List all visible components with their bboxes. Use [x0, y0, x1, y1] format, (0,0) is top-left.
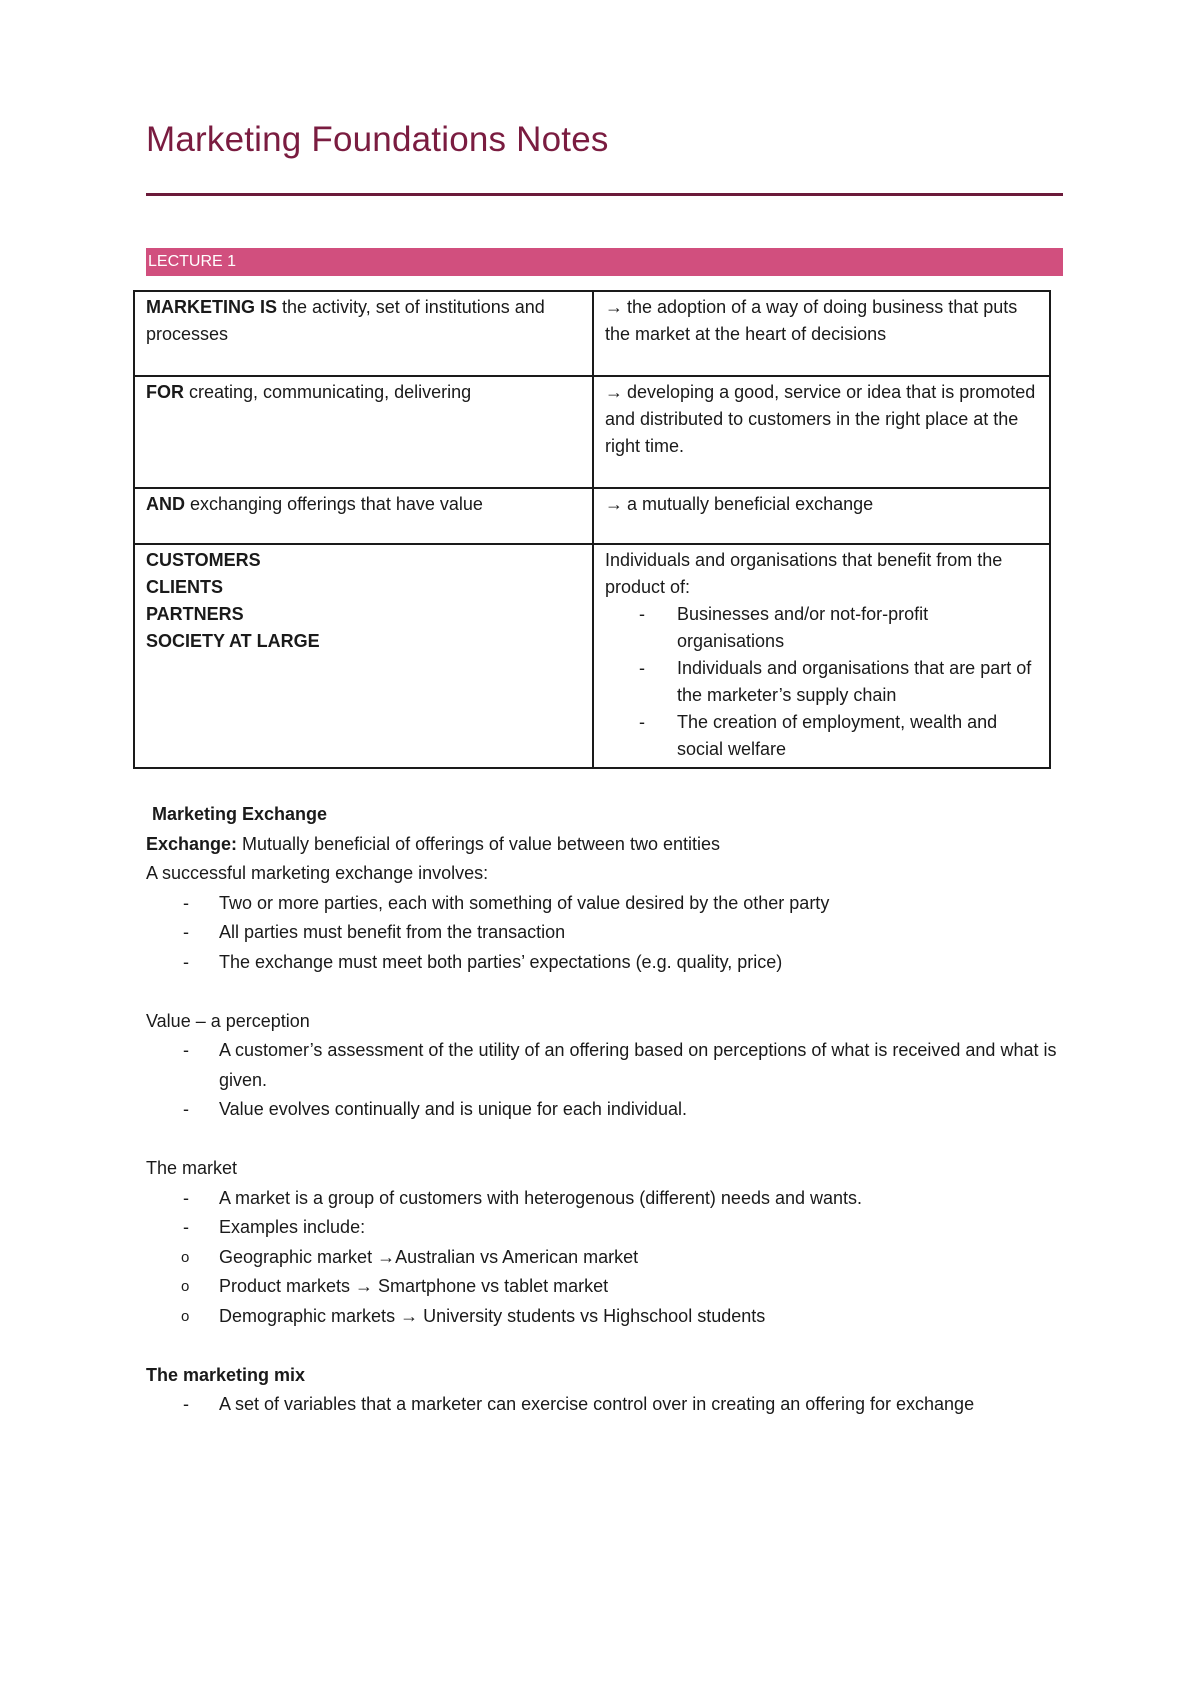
cell-text: creating, communicating, delivering [184, 382, 472, 402]
document-title: Marketing Foundations Notes [146, 120, 609, 159]
cell-text: the adoption of a way of doing business that puts the market at the heart of decisions [605, 297, 1018, 344]
stakeholder-label: CUSTOMERS [146, 550, 261, 570]
marketing-definition-table [133, 290, 1051, 769]
cell-text: Individuals and organisations that benefit from the product of: [605, 550, 1003, 597]
list-item [146, 1272, 1066, 1302]
list-item: - All parties must benefit from the transaction [146, 918, 1066, 948]
list-item: - A customer’s assessment of the utility of an offering based on perceptions of what is received and what is given. [146, 1036, 1066, 1095]
market-list [146, 1184, 1066, 1243]
cell-term: MARKETING IS [146, 297, 278, 317]
table-cell [134, 544, 593, 768]
cell-text: the activity, set of institutions and processes [146, 297, 545, 344]
table-cell [593, 544, 1050, 768]
example-text: University students vs Highschool students [418, 1305, 766, 1326]
arrow-icon: → [355, 1276, 374, 1296]
list-item: - A market is a group of customers with heterogenous (different) needs and wants. [146, 1184, 1066, 1214]
table-cell [593, 376, 1050, 488]
table-row [134, 291, 1050, 376]
example-label: Geographic market [219, 1246, 378, 1267]
spacer [146, 977, 1066, 1007]
exchange-list [146, 889, 1066, 978]
list-item: - The exchange must meet both parties’ expectations (e.g. quality, price) [146, 948, 1066, 978]
table-row [134, 544, 1050, 768]
list-item: - The creation of employment, wealth and social welfare [629, 709, 1039, 763]
section-heading: The market [146, 1158, 238, 1178]
list-item [146, 1243, 1066, 1273]
table-row [134, 488, 1050, 544]
arrow-icon: → [605, 297, 623, 317]
cell-term: AND [146, 494, 185, 514]
example-text: Smartphone vs tablet market [373, 1276, 609, 1296]
definition-text: Mutually beneficial of offerings of value between two entities [237, 833, 720, 854]
cell-text: developing a good, service or idea that is promoted and distributed to customers in the right place at the right time. [605, 382, 1036, 456]
cell-text: a mutually beneficial exchange [627, 494, 874, 514]
lecture-notes [146, 800, 1066, 1420]
arrow-icon: → [605, 494, 623, 514]
lecture-heading: LECTURE 1 [146, 248, 1063, 276]
stakeholder-label: SOCIETY AT LARGE [146, 631, 320, 651]
title-divider [146, 193, 1063, 196]
table-cell [134, 376, 593, 488]
stakeholder-label: PARTNERS [146, 604, 244, 624]
table-cell [593, 291, 1050, 376]
arrow-icon: → [400, 1305, 419, 1326]
stakeholder-label: CLIENTS [146, 577, 224, 597]
section-heading: Value – a perception [146, 1010, 310, 1031]
section-heading: Marketing Exchange [152, 804, 328, 824]
list-item: - Examples include: [146, 1213, 1066, 1243]
list-item: - Two or more parties, each with something of value desired by the other party [146, 889, 1066, 919]
list-item [146, 1302, 1066, 1332]
list-item: - Individuals and organisations that are part of the marketer’s supply chain [629, 655, 1039, 709]
definition-line [146, 830, 1066, 860]
value-list [146, 1036, 1066, 1125]
table-cell [593, 488, 1050, 544]
definition-term: Exchange: [146, 833, 238, 854]
section-heading: The marketing mix [146, 1364, 306, 1385]
table-row [134, 376, 1050, 488]
beneficiary-list [605, 601, 1039, 763]
table-cell [134, 291, 593, 376]
example-label: Demographic markets [219, 1305, 401, 1326]
table-cell [134, 488, 593, 544]
arrow-icon: → [377, 1246, 396, 1267]
market-examples-list [146, 1243, 1066, 1332]
list-item: - Businesses and/or not-for-profit organisations [629, 601, 1039, 655]
example-label: Product markets [219, 1276, 356, 1296]
list-intro: A successful marketing exchange involves: [146, 863, 489, 883]
mix-list [146, 1390, 1066, 1420]
arrow-icon: → [605, 382, 623, 402]
cell-term: FOR [146, 382, 184, 402]
list-item: - A set of variables that a marketer can exercise control over in creating an offering for exchange [146, 1390, 1066, 1420]
list-item: - Value evolves continually and is unique for each individual. [146, 1095, 1066, 1125]
example-text: Australian vs American market [395, 1246, 639, 1267]
spacer [146, 1125, 1066, 1155]
spacer [146, 1331, 1066, 1361]
cell-text: exchanging offerings that have value [185, 494, 483, 514]
